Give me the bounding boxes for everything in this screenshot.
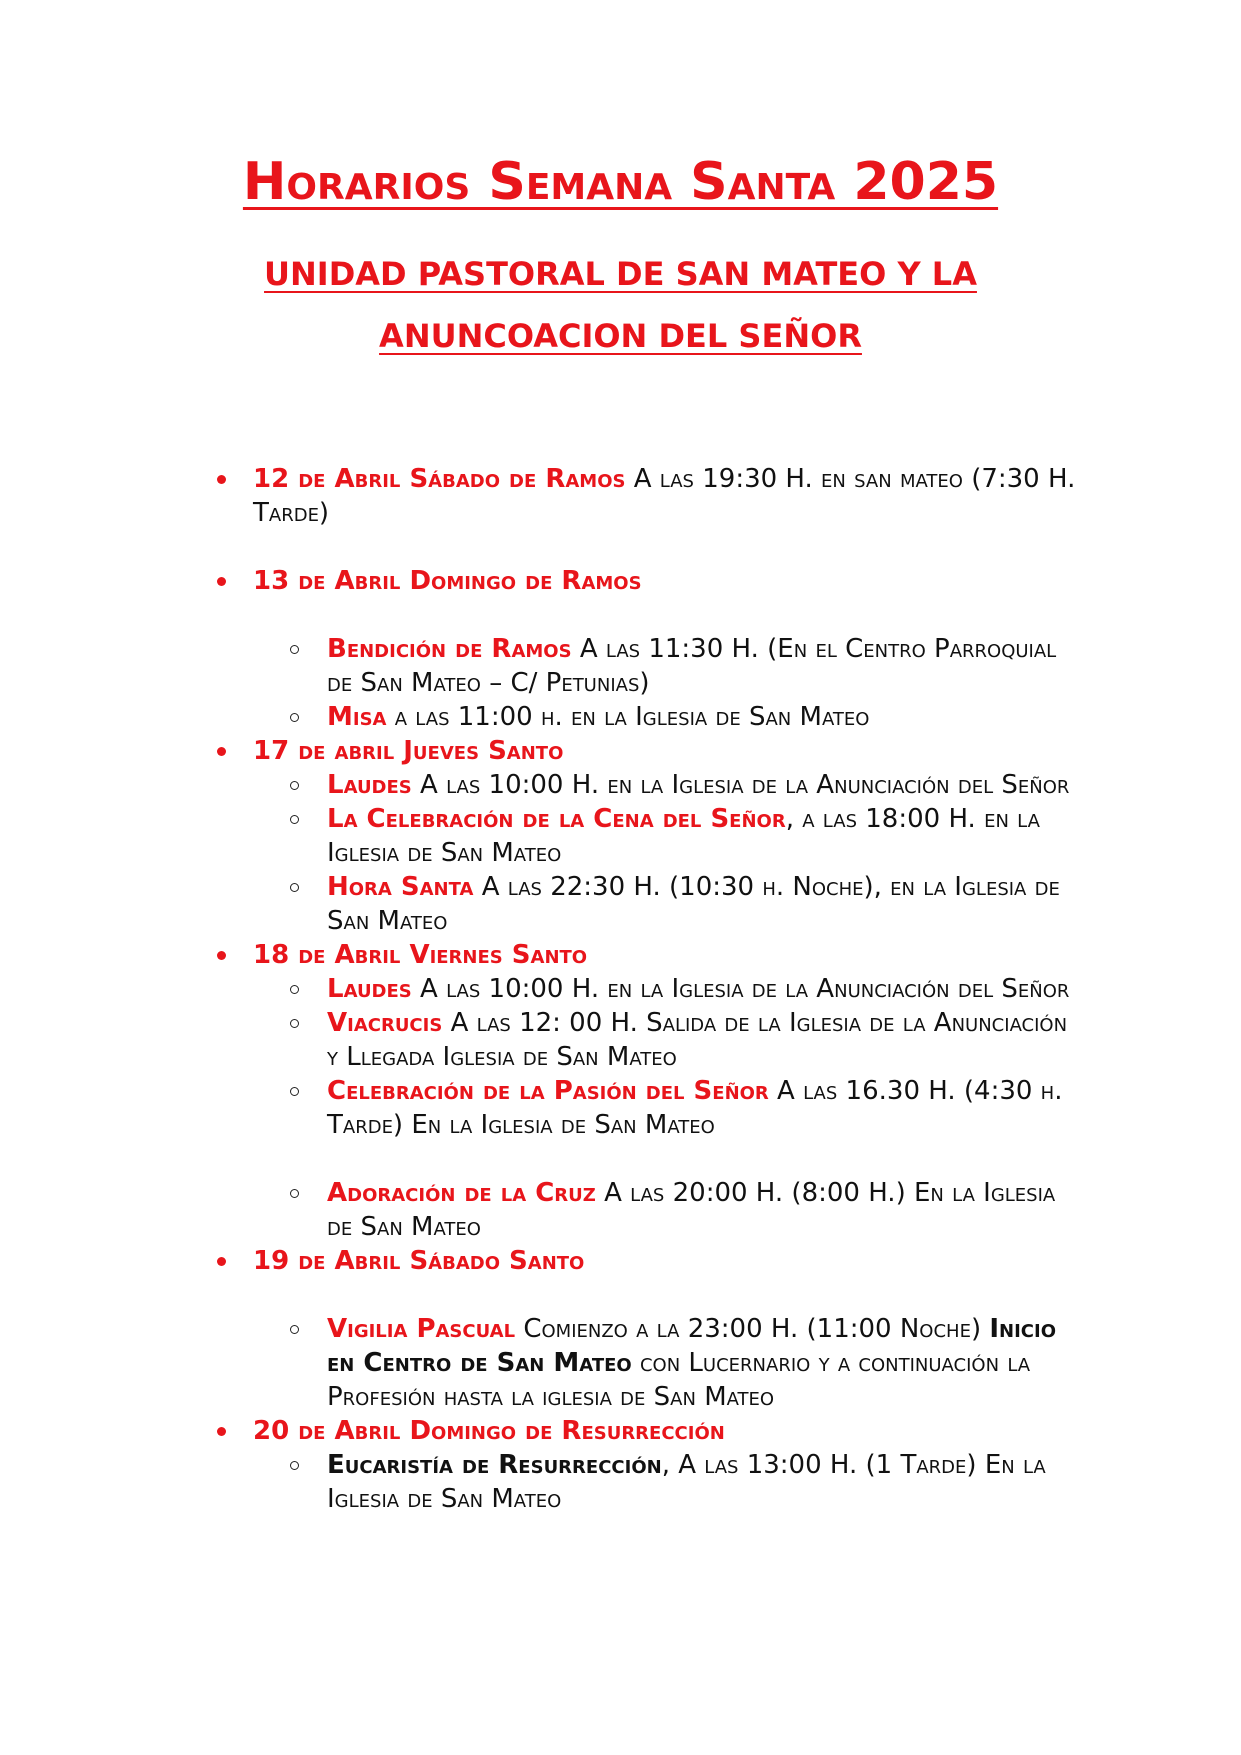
bullet-circle-icon [290,1325,299,1334]
event-highlight: Inicio en Centro de San Mateo [327,1314,1057,1378]
event-text: A las 12: 00 H. Salida de la Iglesia de la Anunciación y Llegada Iglesia de San Mateo [327,1008,1068,1072]
bullet-dot-icon [217,1427,226,1436]
event-item [0,972,1241,1006]
event-text: A las 10:00 H. en la Iglesia de la Anunciación del Señor [411,974,1070,1004]
bullet-circle-icon [290,1189,299,1198]
event-name: Celebración de la Pasión del Señor [327,1076,769,1106]
bullet-dot-icon [217,747,226,756]
bullet-circle-icon [290,1461,299,1470]
bullet-dot-icon [217,577,226,586]
day-item [0,564,1241,598]
event-text: A las 10:00 H. en la Iglesia de la Anunciación del Señor [411,770,1070,800]
bullet-circle-icon [290,1019,299,1028]
event-text: A las 11:30 H. (En el Centro Parroquial de San Mateo – C/ Petunias) [327,634,1057,698]
day-item [0,734,1241,768]
bullet-dot-icon [217,475,226,484]
day-item [0,462,1241,530]
bullet-circle-icon [290,645,299,654]
event-item [0,768,1241,802]
event-text: Comienzo a la 23:00 H. (11:00 Noche) [515,1314,990,1344]
event-text: A las 22:30 H. (10:30 h. Noche), en la Iglesia de San Mateo [327,872,1060,936]
event-item [0,1176,1241,1244]
event-item [0,802,1241,870]
day-details: A las 19:30 H. en san mateo (7:30 H. Tarde) [253,464,1076,528]
day-item [0,1244,1241,1278]
day-item [0,938,1241,972]
bullet-dot-icon [217,951,226,960]
event-text: con Lucernario y a continuación la Profesión hasta la iglesia de San Mateo [327,1348,1031,1412]
event-name: Bendición de Ramos [327,634,572,664]
event-name: Viacrucis [327,1008,443,1038]
page-title: Horarios Semana Santa 2025 [242,152,999,212]
event-item [0,1074,1241,1142]
event-text: , a las 18:00 H. en la Iglesia de San Mateo [327,804,1040,868]
event-item [0,1312,1241,1414]
event-item [0,632,1241,700]
event-text: A las 20:00 H. (8:00 H.) En la Iglesia de San Mateo [327,1178,1056,1242]
bullet-circle-icon [290,815,299,824]
bullet-circle-icon [290,883,299,892]
event-text: a las 11:00 h. en la Iglesia de San Mateo [386,702,870,732]
bullet-circle-icon [290,781,299,790]
bullet-dot-icon [217,1257,226,1266]
day-item [0,1414,1241,1448]
day-heading: 17 de abril Jueves Santo [253,736,564,766]
day-heading: 18 de Abril Viernes Santo [253,940,588,970]
event-name: Eucaristía de Resurrección [327,1450,662,1480]
day-heading: 13 de Abril Domingo de Ramos [253,566,642,596]
bullet-circle-icon [290,713,299,722]
bullet-circle-icon [290,985,299,994]
day-heading: 19 de Abril Sábado Santo [253,1246,585,1276]
event-item [0,870,1241,938]
event-text: , A las 13:00 H. (1 Tarde) En la Iglesia de San Mateo [327,1450,1046,1514]
event-item [0,700,1241,734]
bullet-circle-icon [290,1087,299,1096]
event-name: La Celebración de la Cena del Señor [327,804,786,834]
page-subtitle-line-1: UNIDAD PASTORAL DE SAN MATEO Y LA [264,255,977,293]
event-item [0,1006,1241,1074]
day-heading: 12 de Abril Sábado de Ramos [253,464,626,494]
event-name: Vigilia Pascual [327,1314,516,1344]
event-name: Adoración de la Cruz [327,1178,596,1208]
event-item [0,1448,1241,1516]
event-name: Misa [327,702,387,732]
event-name: Laudes [327,974,412,1004]
event-name: Hora Santa [327,872,474,902]
event-text: A las 16.30 H. (4:30 h. Tarde) En la Iglesia de San Mateo [327,1076,1063,1140]
event-name: Laudes [327,770,412,800]
day-heading: 20 de Abril Domingo de Resurrección [253,1416,725,1446]
page-subtitle-line-2: ANUNCOACION DEL SEÑOR [379,317,862,355]
schedule-list [0,462,1241,1516]
